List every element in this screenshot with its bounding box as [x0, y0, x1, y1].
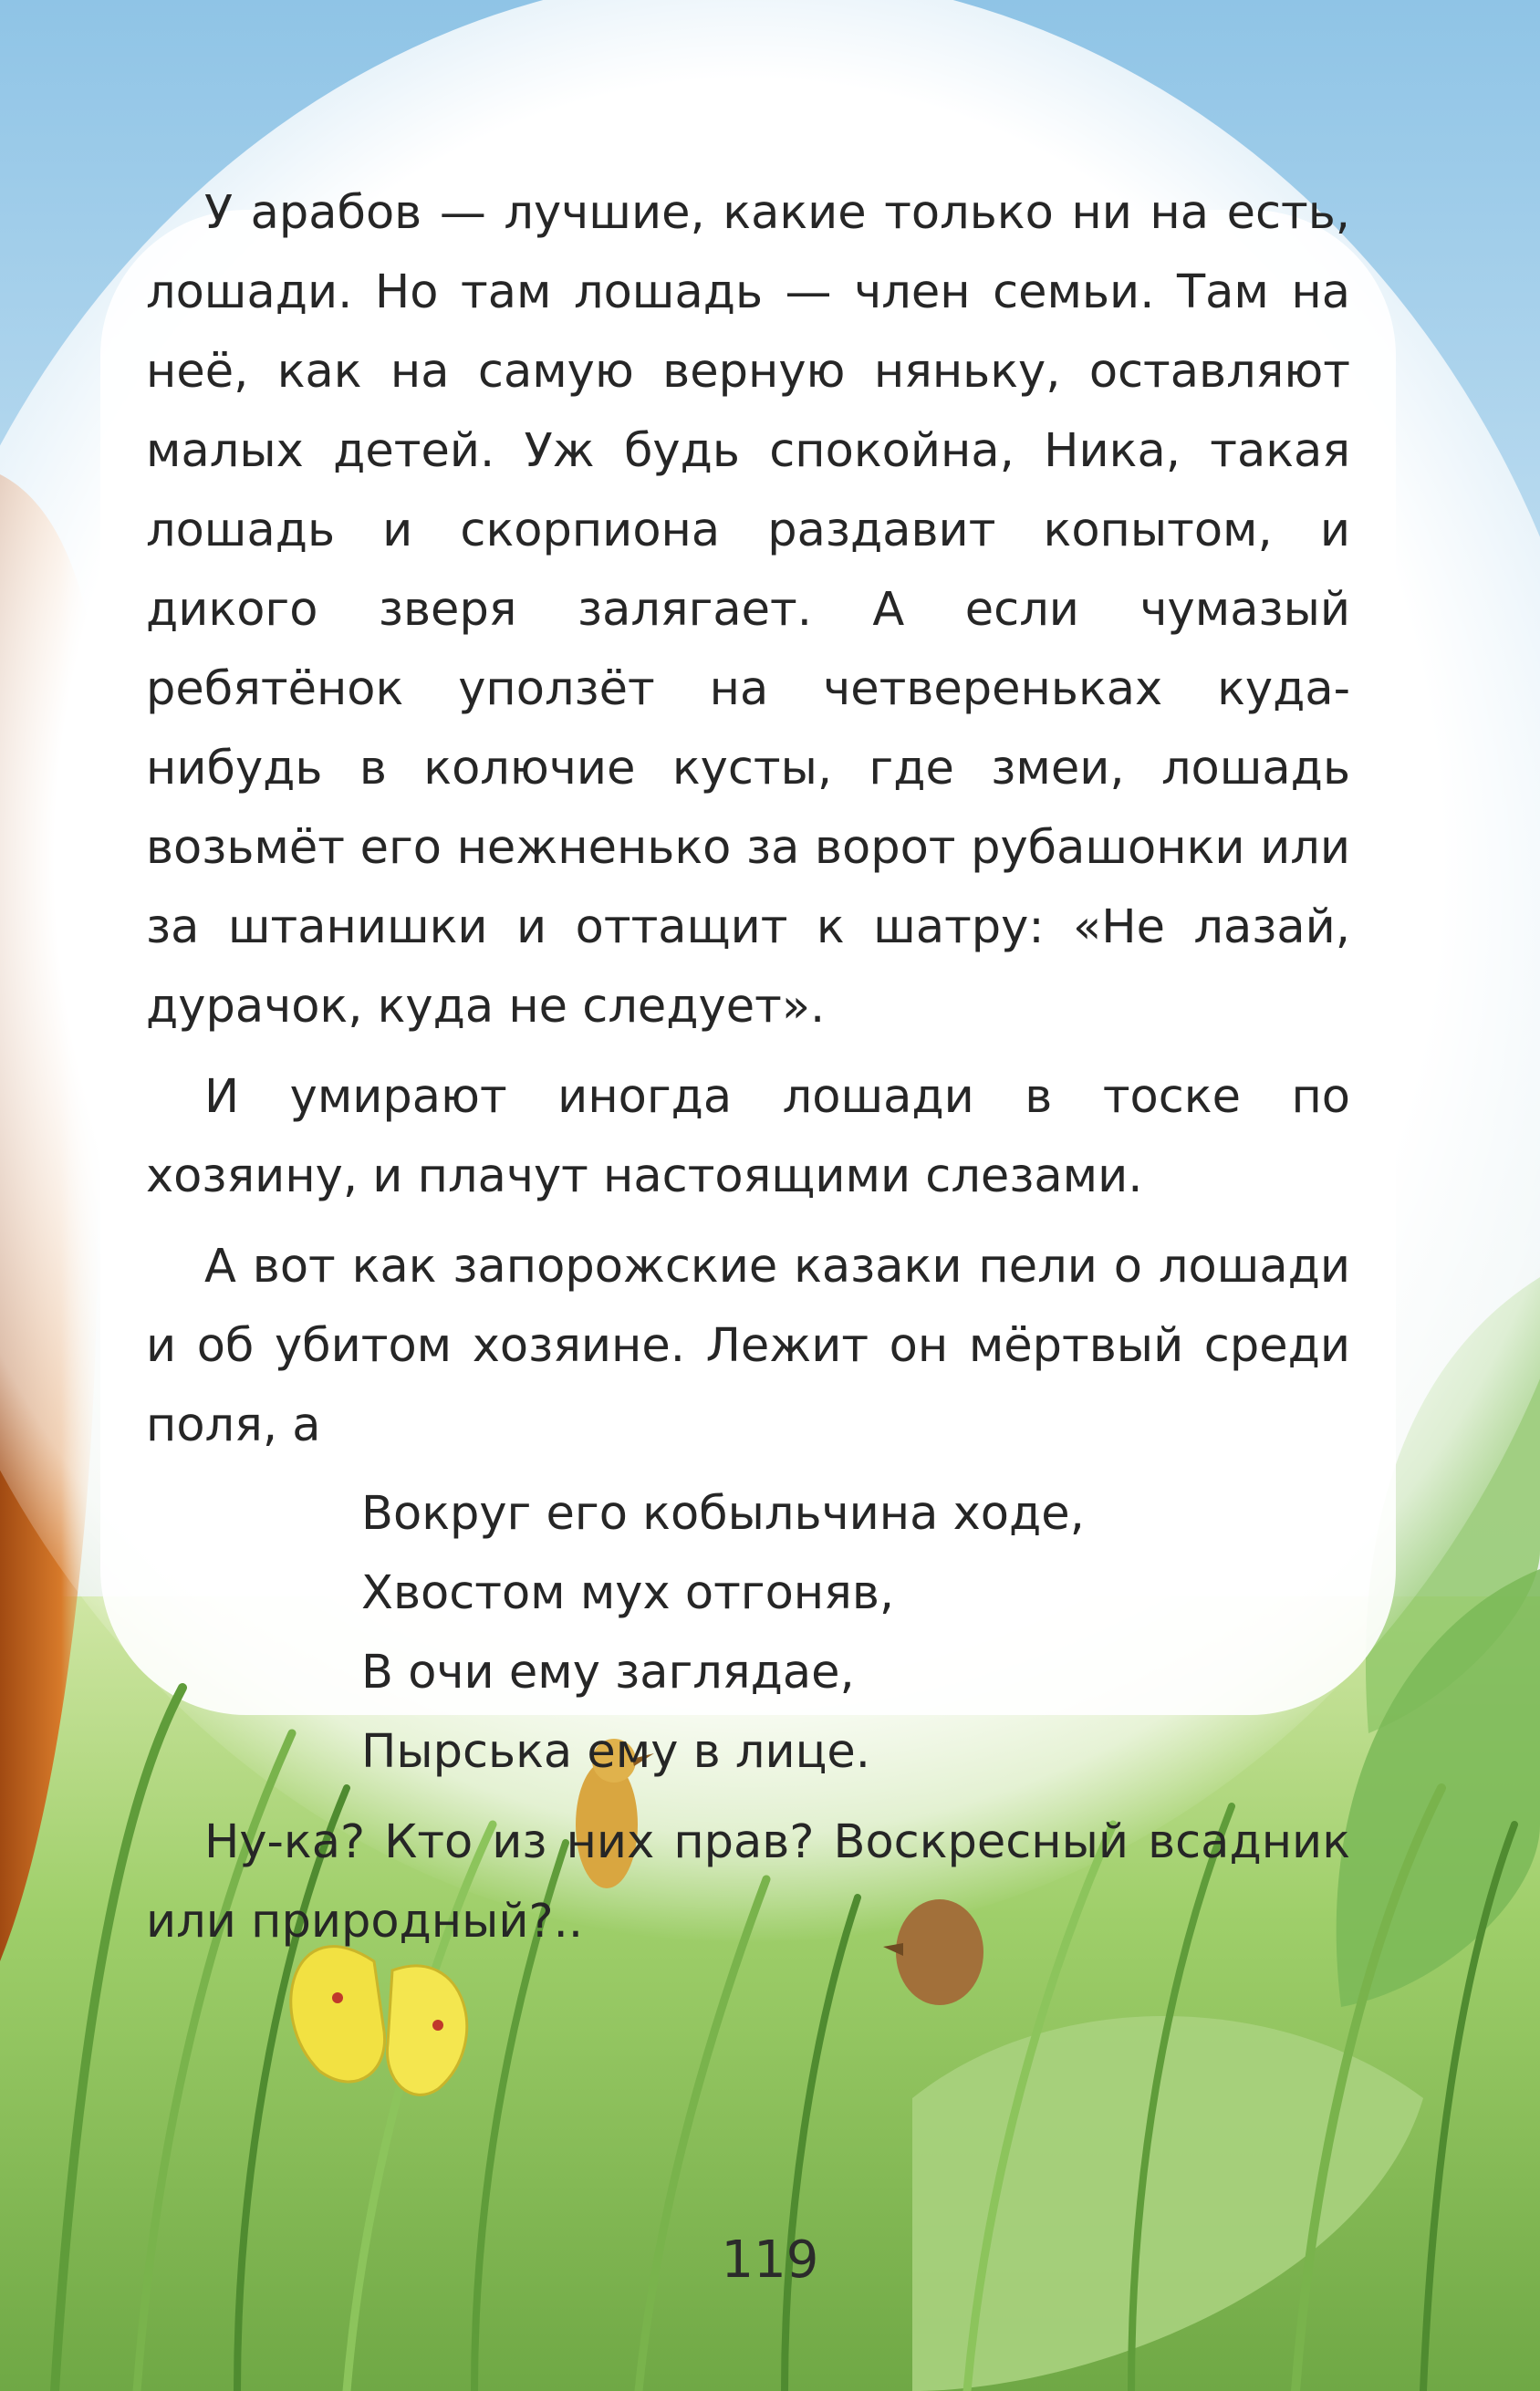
paragraph: И умирают иногда лошади в тоске по хозяину, и плачут настоящими слезами.	[146, 1070, 1350, 1203]
paragraph: У арабов — лучшие, какие только ни на есть, лошади. Но там лошадь — член семьи. Там на неё, как на самую верную няньку, оставляют малых детей. Уж будь спокойна, Ника, такая лошадь и скорпиона раздавит копытом, и дикого зверя залягает. А если чумазый ребятёнок уползёт на четвереньках куда-нибудь в колючие кусты, где змеи, лошадь возьмёт его нежненько за ворот рубашонки или за штанишки и оттащит к шатру: «Не лазай, дурачок, куда не следует».	[146, 186, 1350, 1034]
closing-paragraph: Ну-ка? Кто из них прав? Воскресный всадник или природный?..	[146, 1815, 1350, 1949]
text-block	[146, 173, 1350, 1961]
page-number: 119	[721, 2230, 819, 2290]
verse-line: Вокруг его кобыльчина ходе,	[361, 1487, 1085, 1541]
verse-line: В очи ему заглядае,	[361, 1646, 855, 1700]
verse-line: Хвостом мух отгоняв,	[361, 1566, 895, 1620]
verse	[361, 1474, 1350, 1792]
verse-line: Пырська ему в лице.	[361, 1725, 870, 1779]
paragraph: А вот как запорожские казаки пели о лошади и об убитом хозяине. Лежит он мёртвый среди поля, а	[146, 1240, 1350, 1452]
